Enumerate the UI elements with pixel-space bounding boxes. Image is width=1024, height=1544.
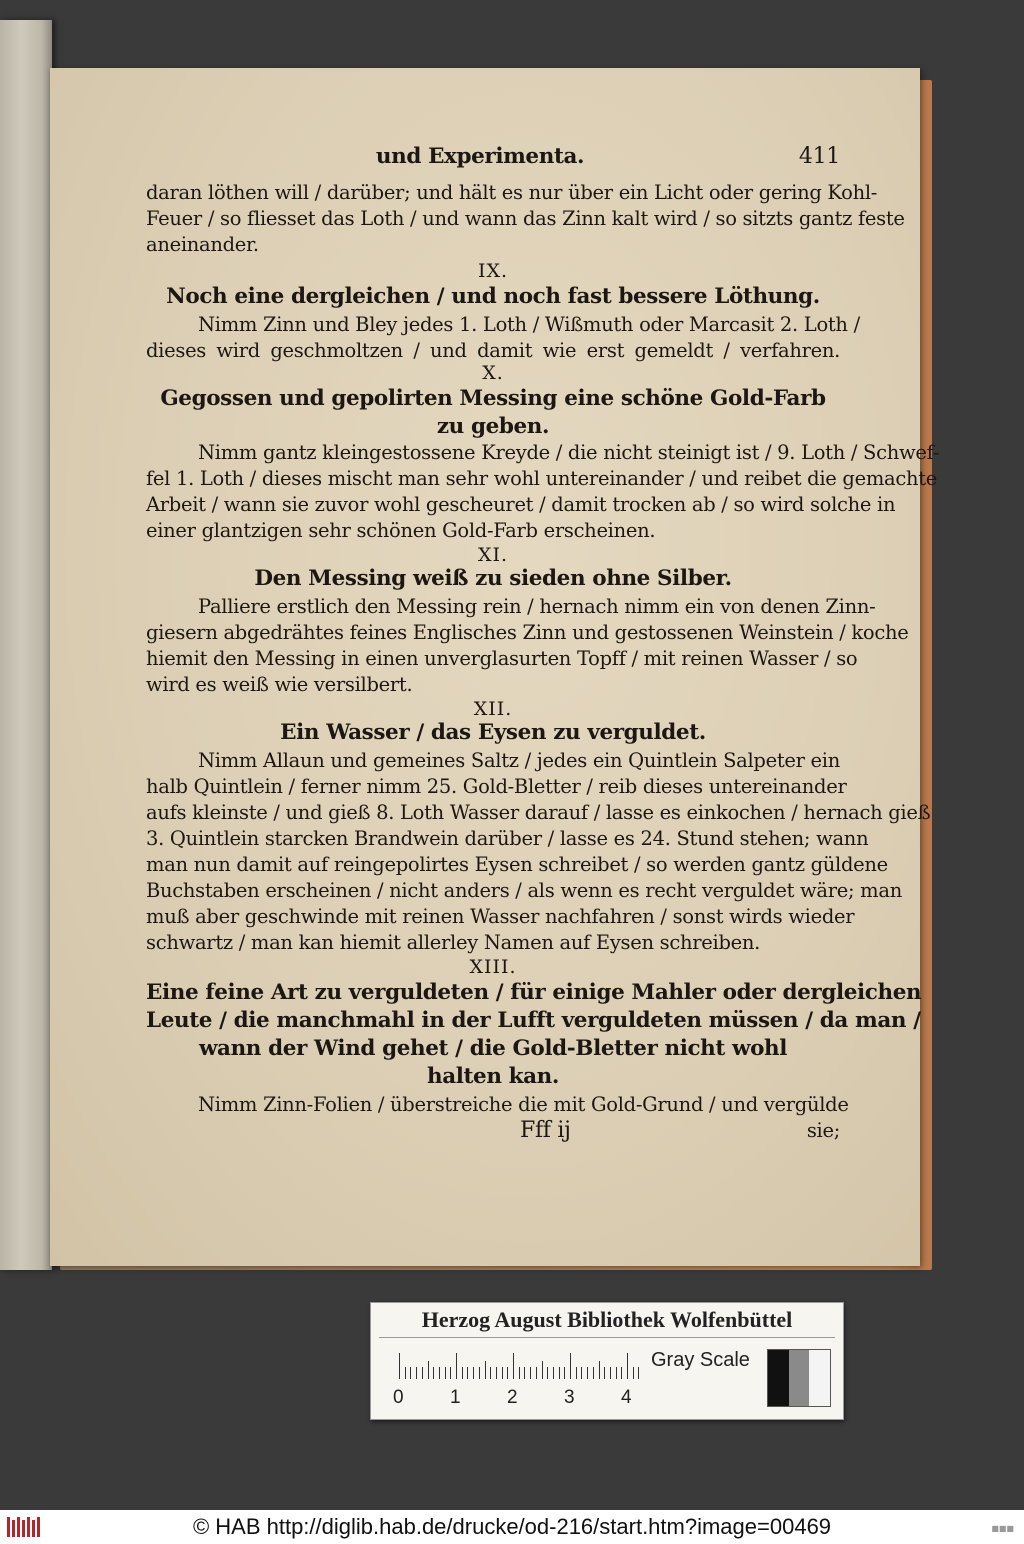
card-title: Herzog August Bibliothek Wolfenbüttel <box>421 1307 793 1332</box>
ruler-tick <box>599 1361 600 1379</box>
ruler-tick <box>439 1367 440 1379</box>
ruler-tick <box>570 1353 571 1379</box>
ruler-tick <box>564 1367 565 1379</box>
gray-scale-patches <box>767 1349 831 1407</box>
text-line: 3. Quintlein starcken Brandwein darüber / lasse es 24. Stund stehen; wann <box>146 827 869 850</box>
section-number: X. <box>482 362 504 384</box>
gray-scale-label: Gray Scale <box>651 1349 750 1371</box>
gray-patch-black <box>768 1350 789 1406</box>
section-number: IX. <box>477 260 509 282</box>
ruler-label: 2 <box>507 1387 518 1408</box>
section-number: XIII. <box>469 956 517 978</box>
section-heading-cont: wann der Wind gehet / die Gold-Bletter nicht wohl <box>198 1036 788 1061</box>
ruler-tick <box>524 1367 525 1379</box>
text-line: Nimm Zinn und Bley jedes 1. Loth / Wißmuth oder Marcasit 2. Loth / <box>198 313 860 336</box>
ruler-tick <box>416 1367 417 1379</box>
text-line: aneinander. <box>146 233 259 256</box>
ruler-tick <box>405 1367 406 1379</box>
signature-mark: Fff ij <box>520 1118 571 1143</box>
text-line: Nimm Zinn-Folien / überstreiche die mit Gold-Grund / und vergülde <box>198 1093 849 1116</box>
gray-patch-mid <box>789 1350 810 1406</box>
ruler-tick <box>445 1367 446 1379</box>
ruler-tick <box>450 1367 451 1379</box>
footer-bar <box>0 1510 1024 1544</box>
ruler-label: 1 <box>450 1387 461 1408</box>
ruler-tick <box>633 1367 634 1379</box>
text-line: wird es weiß wie versilbert. <box>146 673 413 696</box>
scale-card <box>370 1302 844 1420</box>
ruler-tick <box>507 1367 508 1379</box>
ruler-tick <box>638 1367 639 1379</box>
section-heading: Den Messing weiß zu sieden ohne Silber. <box>254 566 732 591</box>
card-divider <box>379 1337 835 1338</box>
ruler-label: 3 <box>564 1387 575 1408</box>
ruler-tick <box>542 1361 543 1379</box>
ruler-tick <box>621 1367 622 1379</box>
section-heading: Gegossen und gepolirten Messing eine schöne Gold-Farb <box>160 386 826 411</box>
section-heading-cont: zu geben. <box>436 414 550 439</box>
section-heading: Eine feine Art zu verguldeten / für einige Mahler oder dergleichen <box>146 980 922 1005</box>
catchword: sie; <box>806 1119 840 1142</box>
ruler-label: 0 <box>393 1387 404 1408</box>
text-line: schwartz / man kan hiemit allerley Namen auf Eysen schreiben. <box>146 931 761 954</box>
text-line: aufs kleinste / und gieß 8. Loth Wasser darauf / lasse es einkochen / hernach gieß <box>146 801 931 824</box>
ruler-tick <box>502 1367 503 1379</box>
ruler-tick <box>576 1367 577 1379</box>
section-heading-cont: halten kan. <box>426 1064 559 1089</box>
ruler-tick <box>399 1353 400 1379</box>
ruler-tick <box>627 1353 628 1379</box>
copyright-url: © HAB http://diglib.hab.de/drucke/od-216/start.htm?image=00469 <box>192 1514 832 1539</box>
ruler-label: 4 <box>621 1387 632 1408</box>
ruler-tick <box>479 1367 480 1379</box>
footer-ornament-icon: ■■■ <box>991 1524 1014 1533</box>
text-line: Feuer / so fliesset das Loth / und wann das Zinn kalt wird / so sitzts gantz feste <box>146 207 905 230</box>
ruler-tick <box>581 1367 582 1379</box>
ruler-tick <box>547 1367 548 1379</box>
ruler-tick <box>530 1367 531 1379</box>
text-line: halb Quintlein / ferner nimm 25. Gold-Bletter / reib dieses untereinander <box>146 775 847 798</box>
ruler-tick <box>553 1367 554 1379</box>
section-heading-cont: Leute / die manchmahl in der Lufft verguldeten müssen / da man / <box>146 1008 921 1033</box>
ruler-tick <box>410 1367 411 1379</box>
text-line: fel 1. Loth / dieses mischt man sehr wohl untereinander / und reibet die gemachte <box>146 467 937 490</box>
ruler-tick <box>422 1367 423 1379</box>
ruler-tick <box>610 1367 611 1379</box>
text-line: giesern abgedrähtes feines Englisches Zinn und gestossenen Weinstein / koche <box>146 621 909 644</box>
text-line: Nimm Allaun und gemeines Saltz / jedes ein Quintlein Salpeter ein <box>198 749 840 772</box>
ruler-tick <box>604 1367 605 1379</box>
ruler-tick <box>496 1367 497 1379</box>
book-page <box>50 68 940 1266</box>
ruler-tick <box>536 1367 537 1379</box>
facing-page-edge <box>0 20 52 1270</box>
ruler-tick <box>462 1367 463 1379</box>
text-line: Palliere erstlich den Messing rein / hernach nimm ein von denen Zinn- <box>198 595 876 618</box>
ruler-tick <box>433 1367 434 1379</box>
section-heading: Ein Wasser / das Eysen zu verguldet. <box>280 720 706 745</box>
ruler-tick <box>467 1367 468 1379</box>
text-line: daran löthen will / darüber; und hält es nur über ein Licht oder gering Kohl- <box>146 181 878 204</box>
ruler-tick <box>473 1367 474 1379</box>
running-head: und Experimenta. <box>375 144 585 169</box>
text-line: dieses wird geschmoltzen / und damit wie erst gemeldt / verfahren. <box>146 339 840 362</box>
text-line: Arbeit / wann sie zuvor wohl gescheuret / damit trocken ab / so wird solche in <box>146 493 896 516</box>
section-number: XII. <box>473 698 513 720</box>
ruler-tick <box>559 1367 560 1379</box>
ruler-tick <box>456 1353 457 1379</box>
ruler-tick <box>490 1367 491 1379</box>
text-line: man nun damit auf reingepolirtes Eysen schreibet / so werden gantz güldene <box>146 853 888 876</box>
ruler-tick <box>513 1353 514 1379</box>
section-number: XI. <box>477 544 509 566</box>
page-number: 411 <box>798 144 840 169</box>
gray-patch-white <box>809 1350 830 1406</box>
ruler-tick <box>428 1361 429 1379</box>
text-line: einer glantzigen sehr schönen Gold-Farb erscheinen. <box>146 519 656 542</box>
text-line: Nimm gantz kleingestossene Kreyde / die nicht steinigt ist / 9. Loth / Schwef- <box>198 441 940 464</box>
ruler-tick <box>616 1367 617 1379</box>
text-line: hiemit den Messing in einen unverglasurten Topff / mit reinen Wasser / so <box>146 647 858 670</box>
section-heading: Noch eine dergleichen / und noch fast bessere Löthung. <box>166 284 820 309</box>
ruler-tick <box>587 1367 588 1379</box>
ruler-tick <box>593 1367 594 1379</box>
ruler-scale <box>395 1347 635 1387</box>
ruler-tick <box>485 1361 486 1379</box>
ruler-tick <box>519 1367 520 1379</box>
text-line: muß aber geschwinde mit reinen Wasser nachfahren / sonst wirds wieder <box>146 905 855 928</box>
text-line: Buchstaben erscheinen / nicht anders / als wenn es recht verguldet wäre; man <box>146 879 902 902</box>
